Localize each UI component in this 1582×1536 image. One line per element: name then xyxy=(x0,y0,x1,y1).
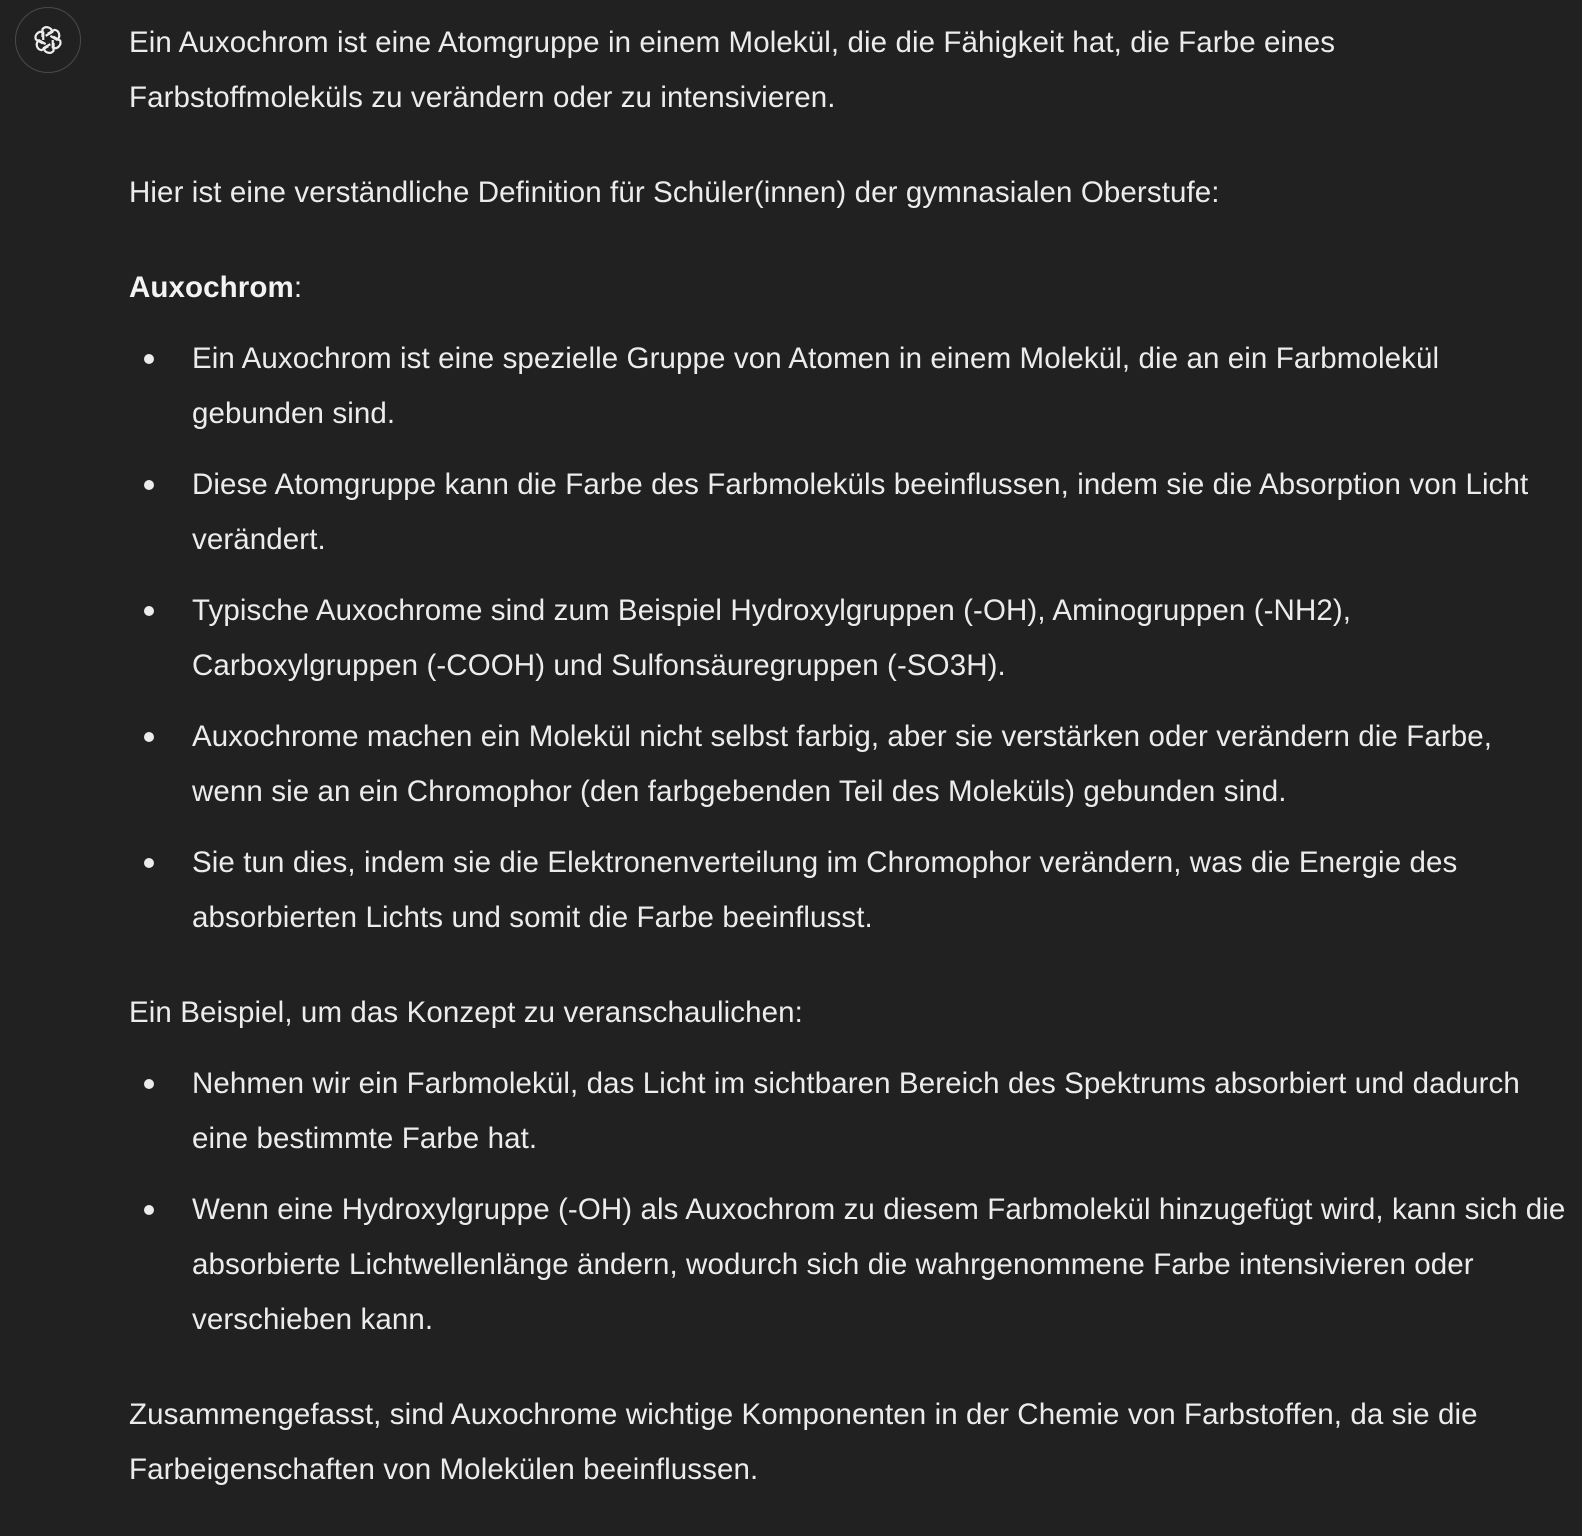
definition-heading-term: Auxochrom xyxy=(129,271,294,304)
example-intro-paragraph: Ein Beispiel, um das Konzept zu veranschaulichen: xyxy=(129,996,803,1029)
list-item-text: Nehmen wir ein Farbmolekül, das Licht im sichtbaren Bereich des Spektrums absorbiert und dadurch eine bestimmte Farbe hat. xyxy=(192,1067,1520,1155)
assistant-message xyxy=(129,15,1569,1497)
definition-list xyxy=(129,331,1569,945)
bullet-dot xyxy=(144,354,154,364)
list-item-text: Auxochrome machen ein Molekül nicht selbst farbig, aber sie verstärken oder verändern die Farbe, wenn sie an ein Chromophor (den farbgebenden Teil des Moleküls) gebunden sind. xyxy=(192,720,1493,808)
list-item-text: Ein Auxochrom ist eine spezielle Gruppe von Atomen in einem Molekül, die an ein Farbmolekül gebunden sind. xyxy=(192,342,1440,430)
list-item-text: Typische Auxochrome sind zum Beispiel Hydroxylgruppen (-OH), Aminogruppen (-NH2), Carboxylgruppen (-COOH) und Sulfonsäuregruppen (-SO3H). xyxy=(192,594,1352,682)
list-item xyxy=(129,331,1569,441)
list-item xyxy=(129,457,1569,567)
definition-intro-paragraph: Hier ist eine verständliche Definition für Schüler(innen) der gymnasialen Oberstufe: xyxy=(129,176,1220,209)
bullet-dot xyxy=(144,732,154,742)
bullet-dot xyxy=(144,858,154,868)
openai-logo-icon xyxy=(29,21,67,59)
bullet-dot xyxy=(144,1205,154,1215)
bullet-dot xyxy=(144,1079,154,1089)
list-item xyxy=(129,835,1569,945)
summary-paragraph: Zusammengefasst, sind Auxochrome wichtige Komponenten in der Chemie von Farbstoffen, da sie die Farbeigenschaften von Molekülen beeinflussen. xyxy=(129,1398,1478,1486)
list-item-text: Diese Atomgruppe kann die Farbe des Farbmoleküls beeinflussen, indem sie die Absorption von Licht verändert. xyxy=(192,468,1529,556)
assistant-avatar xyxy=(15,7,81,73)
bullet-dot xyxy=(144,480,154,490)
example-list xyxy=(129,1056,1569,1347)
list-item xyxy=(129,1182,1569,1347)
definition-heading xyxy=(129,260,1569,315)
list-item-text: Wenn eine Hydroxylgruppe (-OH) als Auxochrom zu diesem Farbmolekül hinzugefügt wird, kann sich die absorbierte Lichtwellenlänge ändern, wodurch sich die wahrgenommene Farbe intensivieren oder verschieben kann. xyxy=(192,1193,1566,1336)
list-item-text: Sie tun dies, indem sie die Elektronenverteilung im Chromophor verändern, was die Energie des absorbierten Lichts und somit die Farbe beeinflusst. xyxy=(192,846,1458,934)
intro-paragraph: Ein Auxochrom ist eine Atomgruppe in einem Molekül, die die Fähigkeit hat, die Farbe eines Farbstoffmoleküls zu verändern oder zu intensivieren. xyxy=(129,26,1336,114)
list-item xyxy=(129,1056,1569,1166)
bullet-dot xyxy=(144,606,154,616)
list-item xyxy=(129,709,1569,819)
list-item xyxy=(129,583,1569,693)
definition-heading-colon: : xyxy=(293,271,303,304)
